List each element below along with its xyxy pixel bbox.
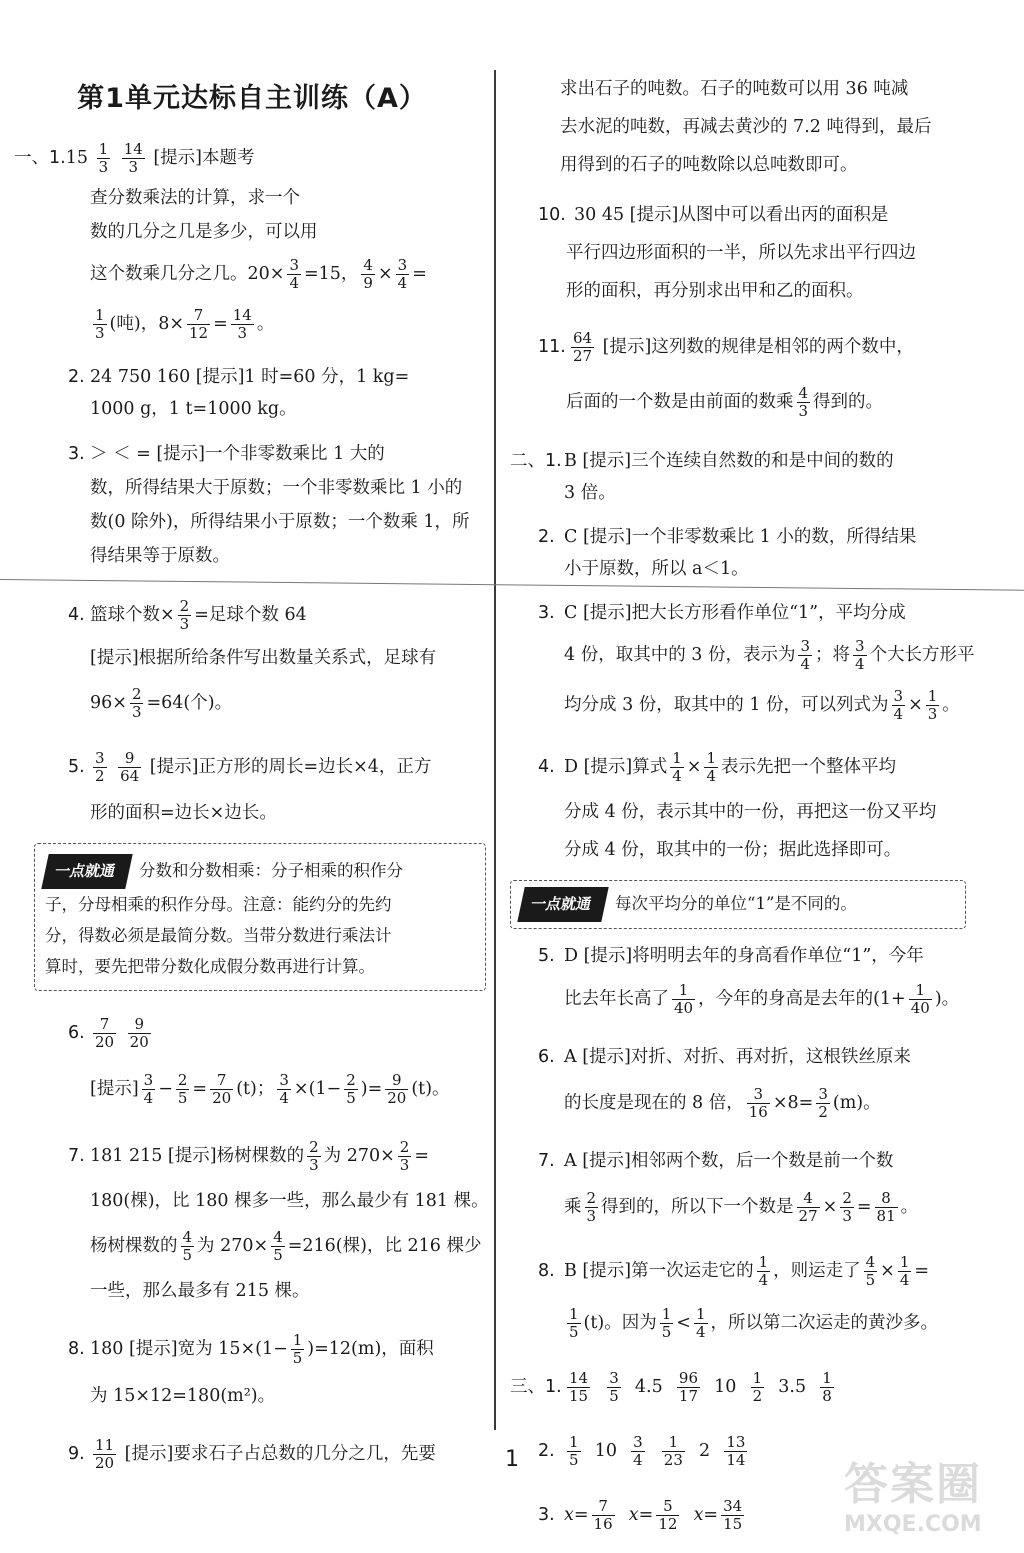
q1-1: 一、1.15 $\frac{1}{3}$ $\frac{14}{3}$ [提示]本题考 查分数乘法的计算，求一个 数的几分之几是多少，可以用 这个数乘几分之几。20× $\frac{3}{4}$ =15， $\frac{4}{9}$ × $\frac{3}{4}$ = $\frac{1}{3}$ (吨)，8× $\frac{7}{12}$ = $\frac{14}{3}$ 。 bbox=[14, 135, 490, 349]
hint-text: [提示]本题考 bbox=[153, 148, 255, 168]
watermark-logo: 答案圈 MXQE.COM bbox=[844, 1459, 982, 1537]
q1-6: 6. $\frac{7}{20}$ $\frac{9}{20}$ [提示] $\frac{3}{4}$ − $\frac{2}{5}$ = $\frac{7}{20}$ (t)； $\frac{3}{4}$ ×(1− $\frac{2}{5}$ )= $\frac{9}{20}$ (t)。 bbox=[68, 1015, 450, 1107]
q1-11: 11. $\frac{64}{27}$ [提示]这列数的规律是相邻的两个数中， 后面的一个数是由前面的数乘 $\frac{4}{3}$ 得到的。 bbox=[538, 329, 914, 420]
tip-badge: 一点就通 bbox=[41, 854, 132, 889]
right-column bbox=[510, 62, 975, 1553]
q2-1: 二、1. B [提示]三个连续自然数的和是中间的数的 3 倍。 bbox=[510, 451, 894, 503]
column-divider bbox=[494, 70, 496, 1430]
q1-3: 3. ＞ ＜ = [提示]一个非零数乘比 1 大的 数，所得结果大于原数；一个非零数乘比 1 小的 数(0 除外)，所得结果小于原数；一个数乘 1，所 得结果等于原数。 bbox=[68, 444, 470, 566]
q1-5: 5. $\frac{3}{2}$ $\frac{9}{64}$ [提示]正方形的周长=边长×4，正方 形的面积=边长×边长。 bbox=[68, 749, 432, 823]
tip-box: 一点就通 每次平均分的单位“1”是不同的。 bbox=[510, 880, 966, 929]
q2-6: 6. A [提示]对折、对折、再对折，这根铁丝原来 的长度是现在的 8 倍， $\frac{3}{16}$ ×8= $\frac{3}{2}$ (m)。 bbox=[538, 1047, 911, 1121]
q1-2: 2. 24 750 160 [提示]1 时=60 分，1 kg= 1000 g，1 t=1000 kg。 bbox=[68, 367, 410, 419]
q2-5: 5. D [提示]将明明去年的身高看作单位“1”，今年 比去年长高了 $\frac{1}{40}$ ，今年的身高是去年的(1+ $\frac{1}{40}$ )。 bbox=[538, 946, 960, 1017]
q2-8: 8. B [提示]第一次运走它的 $\frac{1}{4}$ ，则运走了 $\frac{4}{5}$ × $\frac{1}{4}$ = $\frac{1}{5}$ (t)。因为 $\frac{1}{5}$ < $\frac{1}{4}$ ，所以第二次运走的黄沙多。 bbox=[538, 1253, 938, 1341]
tip-box: 一点就通 分数和分数相乘：分子相乘的积作分 子，分母相乘的积作分母。注意：能约分的先约 分，得数必须是最简分数。当带分数进行乘法计 算时，要先把带分数化成假分数再进行计算。 bbox=[34, 843, 486, 991]
q3-1: 三、1. $\frac{14}{15}$ $\frac{3}{5}$ 4.5 $\frac{96}{17}$ 10 $\frac{1}{2}$ 3.5 $\frac{1}{8}$ bbox=[510, 1369, 832, 1405]
tip-badge: 一点就通 bbox=[517, 887, 608, 922]
page-title: 第1单元达标自主训练（A） bbox=[77, 83, 427, 114]
page-number: 1 bbox=[505, 1447, 519, 1472]
q3-2: 2. $\frac{1}{5}$ 10 $\frac{3}{4}$ $\frac{1}{23}$ 2 $\frac{13}{14}$ bbox=[538, 1433, 746, 1469]
q1-8: 8. 180 [提示]宽为 15×(1− $\frac{1}{5}$ )=12(m)，面积 为 15×12=180(m²)。 bbox=[68, 1331, 434, 1406]
q1-4: 4. 篮球个数× $\frac{2}{3}$ =足球个数 64 [提示]根据所给条件写出数量关系式，足球有 96× $\frac{2}{3}$ =64(个)。 bbox=[68, 597, 437, 721]
fraction: $\frac{1}{3}$ bbox=[98, 140, 109, 176]
q1-9-continued: 求出石子的吨数。石子的吨数可以用 36 吨减 去水泥的吨数，再减去黄沙的 7.2 吨得到，最后 用得到的石子的吨数除以总吨数即可。 bbox=[560, 79, 932, 175]
q3-3: 3. x= $\frac{7}{16}$ x= $\frac{5}{12}$ x= $\frac{34}{15}$ bbox=[538, 1497, 743, 1533]
q2-7: 7. A [提示]相邻两个数，后一个数是前一个数 乘 $\frac{2}{3}$ 得到的，所以下一个数是 $\frac{4}{27}$ × $\frac{2}{3}$ = $\frac{8}{81}$ 。 bbox=[538, 1151, 919, 1225]
q2-2: 2. C [提示]一个非零数乘比 1 小的数，所得结果 小于原数，所以 a＜1。 bbox=[538, 527, 917, 579]
q1-7: 7. 181 215 [提示]杨树棵数的 $\frac{2}{3}$ 为 270× $\frac{2}{3}$ = 180(棵)，比 180 棵多一些，那么最少有 181 棵。 杨树棵数的 $\frac{4}{5}$ 为 270× $\frac{4}{5}$ =216(棵)，比 216 棵少 一些，那么最多有 215 棵。 bbox=[68, 1138, 489, 1301]
question-label: 一、1. bbox=[14, 148, 66, 168]
q1-10: 10. 30 45 [提示]从图中可以看出丙的面积是 平行四边形面积的一半，所以先求出平行四边 形的面积，再分别求出甲和乙的面积。 bbox=[538, 205, 916, 301]
q2-3: 3. C [提示]把大长方形看作单位“1”，平均分成 4 份，取其中的 3 份，表示为 $\frac{3}{4}$ ；将 $\frac{3}{4}$ 个大长方形平 均分成 3 份，取其中的 1 份，可以列式为 $\frac{3}{4}$ × $\frac{1}{3}$ 。 bbox=[538, 603, 975, 723]
left-column bbox=[14, 62, 490, 1493]
fraction: $\frac{14}{3}$ bbox=[123, 140, 143, 176]
q1-9: 9. $\frac{11}{20}$ [提示]要求石子占总数的几分之几，先要 bbox=[68, 1436, 436, 1472]
q2-4: 4. D [提示]算式 $\frac{1}{4}$ × $\frac{1}{4}$ 表示先把一个整体平均 分成 4 份，表示其中的一份，再把这一份又平均 分成 4 份，取其中的一份；据此选择即可。 bbox=[538, 749, 937, 860]
